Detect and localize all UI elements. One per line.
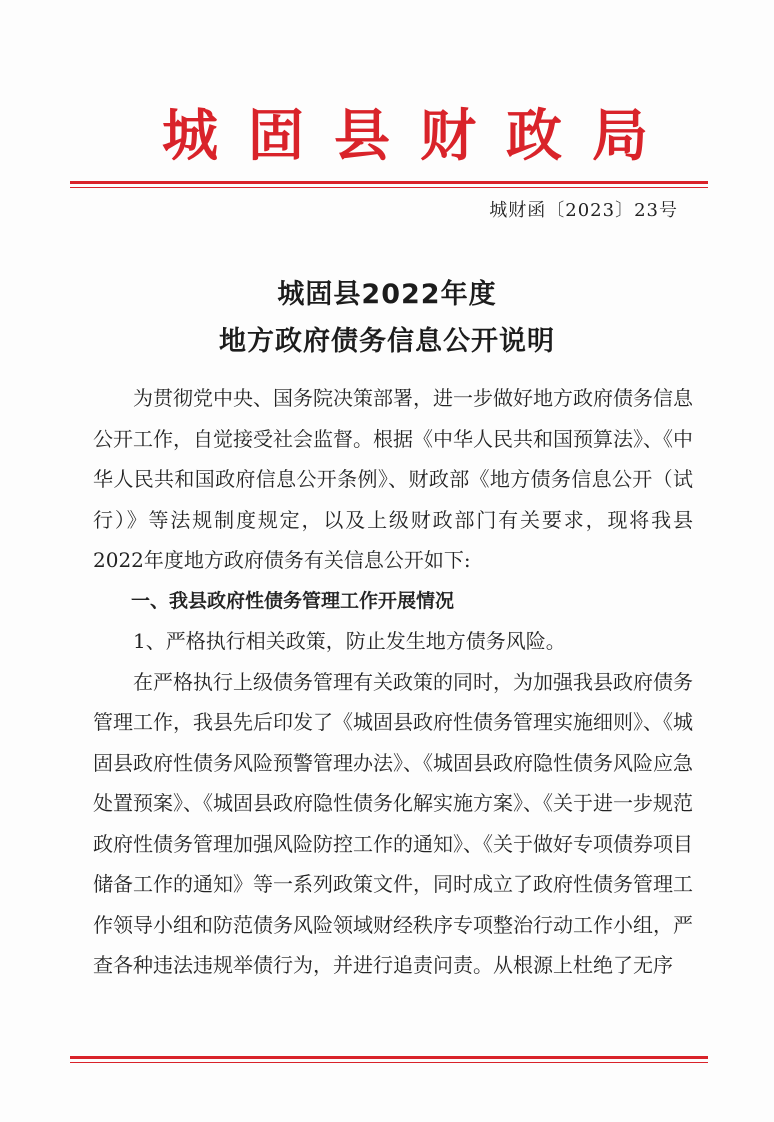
document-title-line1: 城固县2022年度: [277, 279, 497, 310]
letterhead-red-rule: [70, 181, 708, 184]
document-title-line2: 地方政府债务信息公开说明: [219, 326, 555, 357]
footer-red-rule: [70, 1056, 708, 1059]
document-body: [93, 378, 693, 986]
item-heading: 1、严格执行相关政策，防止发生地方债务风险。: [133, 629, 566, 653]
letterhead-red-rule-thin: [70, 187, 708, 188]
section-heading: 一、我县政府性债务管理工作开展情况: [131, 589, 455, 612]
footer-red-rule-thin: [70, 1062, 708, 1063]
intro-paragraph: 为贯彻党中央、国务院决策部署，进一步做好地方政府债务信息公开工作，自觉接受社会监督。根据《中华人民共和国预算法》、《中华人民共和国政府信息公开条例》、财政部《地方债务信息公开（试行）》等法规制度规定，以及上级财政部门有关要求，现将我县2022年度地方政府债务有关信息公开如下:: [93, 386, 693, 572]
letterhead-title: 城固县财政局: [162, 103, 678, 169]
body-paragraph: 在严格执行上级债务管理有关政策的同时，为加强我县政府债务管理工作，我县先后印发了《城固县政府性债务管理实施细则》、《城固县政府性债务风险预警管理办法》、《城固县政府隐性债务风险应急处置预案》、《城固县政府隐性债务化解实施方案》、《关于进一步规范政府性债务管理加强风险防控工作的通知》、《关于做好专项债券项目储备工作的通知》等一系列政策文件，同时成立了政府性债务管理工作领导小组和防范债务风险领域财经秩序专项整治行动工作小组，严查各种违法违规举债行为，并进行追责问责。从根源上杜绝了无序: [93, 669, 693, 977]
document-number: 城财函〔2023〕23号: [489, 200, 678, 221]
